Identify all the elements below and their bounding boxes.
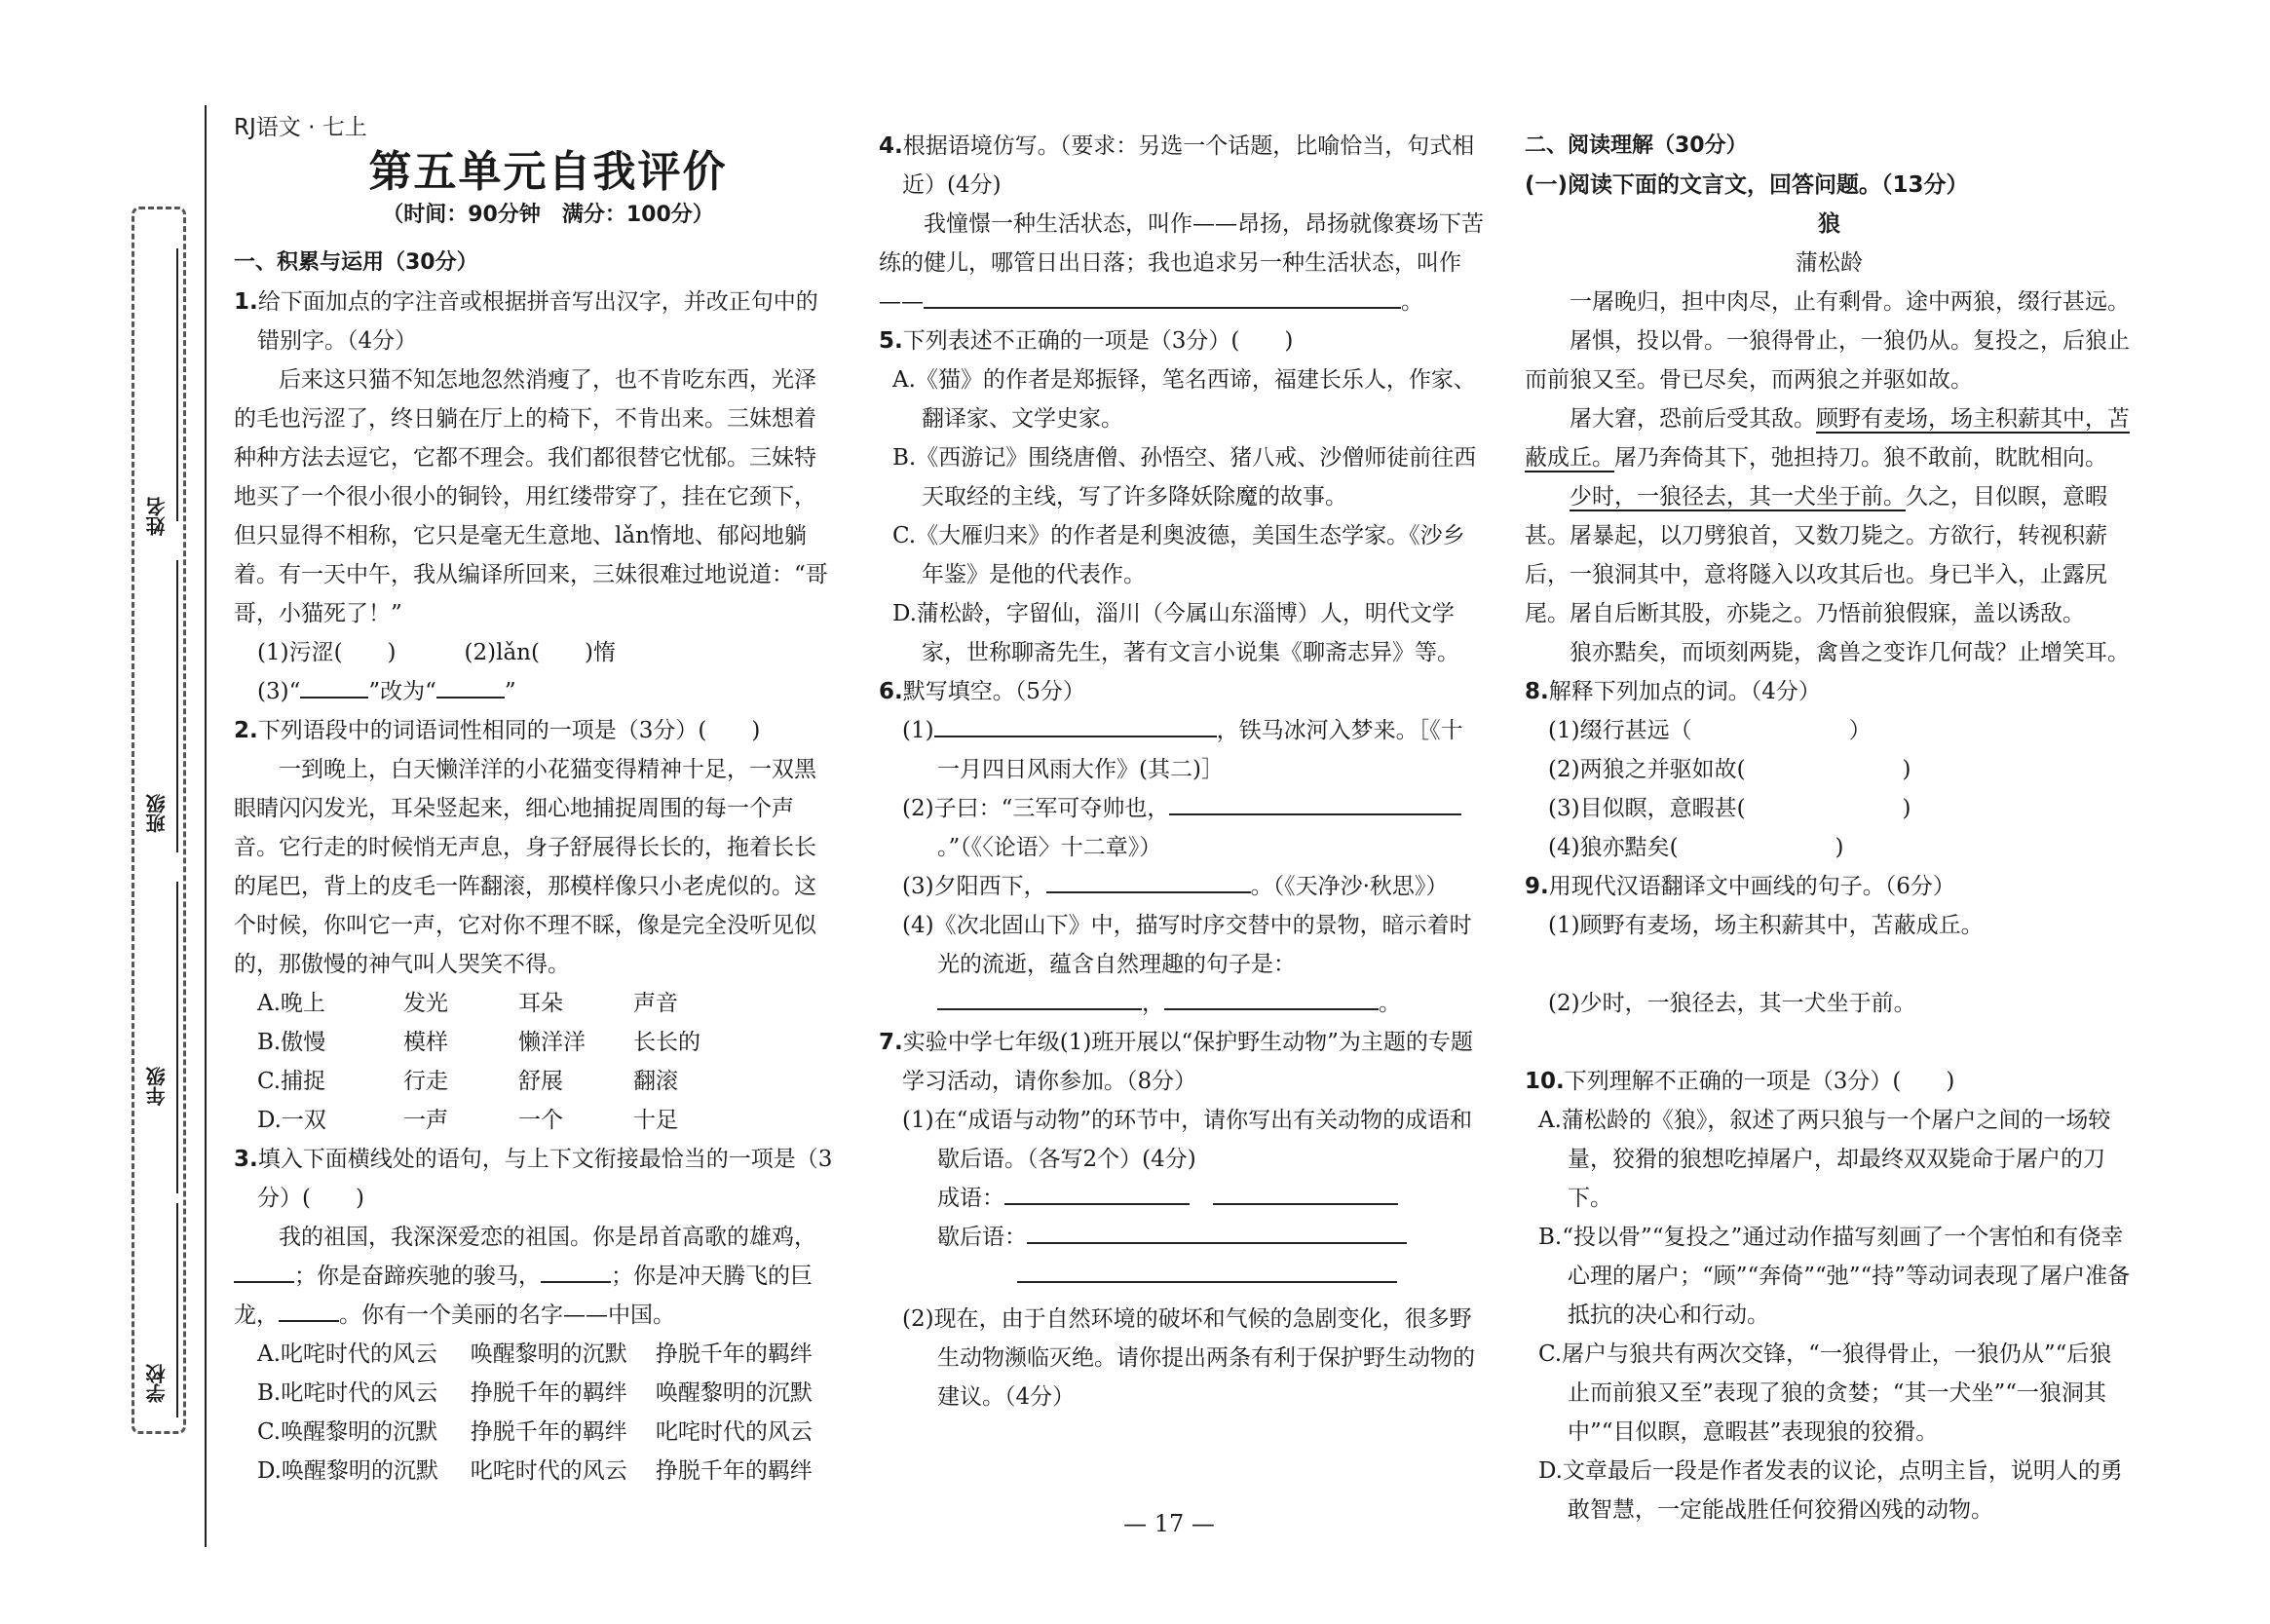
- school-line[interactable]: [176, 1203, 178, 1417]
- q10-options: [1525, 1101, 2134, 1530]
- q3-option-phrase: 挣脱千年的羁绊: [655, 1458, 813, 1484]
- q3-option-phrase: D.唤醒黎明的沉默: [257, 1458, 438, 1484]
- q7-stem: 7.实验中学七年级(1)班开展以“保护野生动物”为主题的专题学习活动，请你参加。（8分）: [879, 1030, 1473, 1094]
- q9-item-1: (1)顾野有麦场，场主积薪其中，苫蔽成丘。: [1548, 913, 1984, 938]
- q2-option-word: 长长的: [633, 1030, 700, 1055]
- q1-stem: 1.给下面加点的字注音或根据拼音写出汉字，并改正句中的错别字。（4分）: [234, 289, 818, 354]
- name-line[interactable]: [176, 248, 178, 521]
- q3-option-phrase: 唤醒黎明的沉默: [470, 1341, 627, 1367]
- text-para-4: 少时，一狼径去，其一犬坐于前。久之，目似瞑，意暇甚。屠暴起，以刀劈狼首，又数刀毙之。方欲行，转视积薪后，一狼洞其中，意将隧入以攻其后也。身已半入，止露尻尾。屠自后断其股，亦毙之。乃悟前狼假寐，盖以诱敌。: [1525, 484, 2107, 626]
- q3-option-row[interactable]: [234, 1413, 838, 1452]
- q4-passage: 我憧憬一种生活状态，叫作——昂扬，昂扬就像赛场下苦练的健儿，哪管日出日落；我也追求另一种生活状态，叫作—— 。: [879, 211, 1484, 315]
- q1-blank-3a[interactable]: [300, 673, 368, 699]
- q9-item-2: (2)少时，一狼径去，其一犬坐于前。: [1548, 991, 1916, 1016]
- q2-passage: 一到晚上，白天懒洋洋的小花猫变得精神十足，一双黑眼睛闪闪发光，耳朵竖起来，细心地捕捉周围的每一个声音。它行走的时候悄无声息，身子舒展得长长的，拖着长长的尾巴，背上的皮毛一阵翻滚，那模样像只小老虎似的。这个时候，你叫它一声，它对你不理不睬，像是完全没听见似的，那傲慢的神气叫人哭笑不得。: [234, 757, 816, 977]
- school-label: 学校: [145, 1364, 169, 1403]
- q6-stem: 6.默写填空。（5分）: [879, 679, 1085, 704]
- q1-blank-2[interactable]: (2)lǎn( )惰: [464, 640, 616, 665]
- q6-blank-1[interactable]: [934, 712, 1217, 737]
- q5-stem: 5.下列表述不正确的一项是（3分）( ): [879, 328, 1294, 354]
- class-label: 班级: [145, 794, 169, 833]
- q10-option[interactable]: B.“投以骨”“复投之”通过动作描写刻画了一个害怕和有侥幸心理的屠户；“顾”“奔倚”“弛”“持”等动词表现了屠户准备抵抗的决心和行动。: [1538, 1225, 2131, 1328]
- q6-item-3: (3)夕阳西下， 。（《天净沙·秋思》）: [879, 867, 1485, 906]
- q6-blank-4a[interactable]: [937, 985, 1142, 1010]
- q2-option-word: A.晚上: [257, 991, 325, 1016]
- q2-option-row[interactable]: [234, 1023, 838, 1062]
- q3-blank-2[interactable]: [541, 1258, 611, 1283]
- q2-option-word: D.一双: [257, 1108, 326, 1133]
- q6-blank-2[interactable]: [1169, 790, 1461, 815]
- q2-option-word: 一声: [403, 1108, 448, 1133]
- q1-blank-3b[interactable]: [436, 673, 505, 699]
- part2-title: 二、阅读理解（30分）: [1525, 133, 1748, 158]
- q5-option[interactable]: A.《猫》的作者是郑振铎，笔名西谛，福建长乐人，作家、翻译家、文学史家。: [892, 367, 1476, 432]
- q3-option-phrase: 叱咤时代的风云: [655, 1419, 813, 1445]
- q3-option-phrase: 叱咤时代的风云: [470, 1458, 627, 1484]
- q3-blank-3[interactable]: [279, 1297, 339, 1322]
- part2-sub1: (一)阅读下面的文言文，回答问题。（13分）: [1525, 172, 1969, 198]
- q3-option-phrase: 挣脱千年的羁绊: [470, 1419, 627, 1445]
- q9-answer-space-1[interactable]: [1525, 945, 2134, 984]
- q2-option-row[interactable]: [234, 1101, 838, 1140]
- q9-answer-space-2[interactable]: [1525, 1023, 2134, 1062]
- q2-option-word: 耳朵: [518, 991, 563, 1016]
- q2-option-row[interactable]: [234, 1062, 838, 1101]
- q8-stem: 8.解释下列加点的词。（4分）: [1525, 679, 1821, 704]
- q6-item-4: (4)《次北固山下》中，描写时序交替中的景物，暗示着时光的流逝，蕴含自然理趣的句子是：， 。: [902, 913, 1472, 1016]
- q2-option-word: B.傲慢: [257, 1030, 326, 1055]
- name-label: 姓名: [145, 497, 169, 536]
- q2-option-word: 模样: [403, 1030, 448, 1055]
- q3-option-phrase: A.叱咤时代的风云: [257, 1341, 437, 1367]
- q10-option[interactable]: A.蒲松龄的《狼》，叙述了两只狼与一个屠户之间的一场较量，狡猾的狼想吃掉屠户，却最终双双毙命于屠户的刀下。: [1538, 1108, 2111, 1211]
- q8-item-2[interactable]: (2)两狼之并驱如故( ): [1548, 757, 1911, 782]
- q6-item-1: (1) ，铁马冰河入梦来。［《十一月四日风雨大作》(其二)］: [879, 711, 1485, 789]
- part1-title: 一、积累与运用（30分）: [234, 250, 478, 275]
- q2-option-word: 发光: [403, 991, 448, 1016]
- q2-option-word: 翻滚: [633, 1069, 678, 1094]
- column-3: [1525, 127, 2134, 1530]
- q10-stem: 10.下列理解不正确的一项是（3分）( ): [1525, 1069, 1955, 1094]
- column-1: [234, 244, 838, 1491]
- q3-option-row[interactable]: [234, 1374, 838, 1413]
- q6-item-2: (2)子曰：“三军可夺帅也，。”（《〈论语〉十二章》）: [879, 789, 1485, 867]
- q2-stem: 2.下列语段中的词语词性相同的一项是（3分）( ): [234, 718, 761, 743]
- q2-option-word: 行走: [403, 1069, 448, 1094]
- page-number: — 17 —: [1123, 1510, 1215, 1537]
- q5-option[interactable]: B.《西游记》围绕唐僧、孙悟空、猪八戒、沙僧师徒前往西天取经的主线，写了许多降妖除魔的故事。: [892, 445, 1477, 510]
- q2-option-word: 一个: [518, 1108, 563, 1133]
- q7-sub-2: (2)现在，由于自然环境的破坏和气候的急剧变化，很多野生动物濒临灭绝。请你提出两条有利于保护野生动物的建议。（4分）: [902, 1306, 1475, 1410]
- q2-option-word: 十足: [633, 1108, 678, 1133]
- q8-item-3[interactable]: (3)目似瞑，意暇甚( ): [1548, 796, 1911, 821]
- q10-option[interactable]: D.文章最后一段是作者发表的议论，点明主旨，说明人的勇敢智慧，一定能战胜任何狡猾凶残的动物。: [1538, 1458, 2123, 1523]
- q2-options: [234, 984, 838, 1140]
- q10-option[interactable]: C.屠户与狼共有两次交锋，“一狼得骨止，一狼仍从”“后狼止而前狼又至”表现了狼的贪婪；“其一犬坐”“一狼洞其中”“目似瞑，意暇甚”表现狼的狡猾。: [1538, 1341, 2112, 1445]
- text-title: 狼: [1818, 211, 1840, 237]
- q5-option[interactable]: D.蒲松龄，字留仙，淄川（今属山东淄博）人，明代文学家，世称聊斋先生，著有文言小说集《聊斋志异》等。: [892, 601, 1459, 665]
- grade-label: 年级: [145, 1067, 169, 1106]
- q4-answer-line[interactable]: [924, 283, 1401, 309]
- q5-option[interactable]: C.《大雁归来》的作者是利奥波德，美国生态学家。《沙乡年鉴》是他的代表作。: [892, 523, 1465, 587]
- q6-blank-3[interactable]: [1046, 868, 1251, 893]
- q7-idiom-row: 成语：: [879, 1179, 1485, 1218]
- q7-xiehouyu-row: 歇后语：: [879, 1218, 1485, 1257]
- q1-blank-1[interactable]: (1)污涩( ): [257, 640, 397, 665]
- text-author: 蒲松龄: [1796, 250, 1863, 276]
- text-para-1: 一屠晚归，担中肉尽，止有剩骨。途中两狼，缀行甚远。: [1570, 289, 2130, 315]
- q5-options: [879, 360, 1485, 672]
- xiehouyu-line-2[interactable]: [1017, 1258, 1397, 1283]
- q3-option-phrase: B.叱咤时代的风云: [257, 1380, 438, 1406]
- q3-blank-1[interactable]: [234, 1258, 294, 1283]
- q3-option-phrase: 挣脱千年的羁绊: [470, 1380, 627, 1406]
- binding-strip: [132, 207, 186, 1434]
- page-title: 第五单元自我评价: [368, 147, 728, 197]
- q1-blank-3: (3)“ ”改为“ ”: [234, 672, 838, 711]
- class-line[interactable]: [176, 560, 178, 852]
- q1-blanks-row: [234, 633, 838, 672]
- q9-stem: 9.用现代汉语翻译文中画线的句子。（6分）: [1525, 874, 1955, 899]
- header-tag: RJ语文 · 七上: [234, 115, 367, 140]
- grade-line[interactable]: [176, 882, 178, 1193]
- q2-option-word: C.捕捉: [257, 1069, 326, 1094]
- q2-option-word: 懒洋洋: [518, 1030, 586, 1055]
- q3-option-phrase: 唤醒黎明的沉默: [655, 1380, 813, 1406]
- q7-sub-1: (1)在“成语与动物”的环节中，请你写出有关动物的成语和歇后语。（各写2个）(4分): [902, 1108, 1473, 1172]
- q7-xiehouyu-row-2: [879, 1257, 1485, 1300]
- q3-passage: 我的祖国，我深深爱恋的祖国。你是昂首高歌的雄鸡，；你是奋蹄疾驰的骏马， ；你是冲天腾飞的巨龙， 。你有一个美丽的名字——中国。: [234, 1225, 816, 1328]
- q1-passage: 后来这只猫不知怎地忽然消瘦了，也不肯吃东西，光泽的毛也污涩了，终日躺在厅上的椅下，不肯出来。三妹想着种种方法去逗它，它都不理会。我们都很替它忧郁。三妹特地买了一个很小很小的铜铃，用红缕带穿了，挂在它颈下，但只显得不相称，它只是毫无生意地、lǎn惰地、郁闷地躺着。有一天中午，我从编译所回来，三妹很难过地说道：“哥哥，小猫死了！”: [234, 367, 828, 626]
- column-2: [879, 127, 1485, 1416]
- page-subtitle: （时间：90分钟 满分：100分）: [382, 203, 714, 227]
- q2-option-word: 舒展: [518, 1069, 563, 1094]
- binding-divider: [205, 105, 207, 1547]
- text-para-2: 屠惧，投以骨。一狼得骨止，一狼仍从。复投之，后狼止而前狼又至。骨已尽矣，而两狼之并驱如故。: [1525, 328, 2130, 393]
- q6-blank-4b[interactable]: [1164, 985, 1379, 1010]
- q2-option-word: 声音: [633, 991, 678, 1016]
- q3-option-row[interactable]: [234, 1335, 838, 1374]
- q3-option-phrase: 挣脱千年的羁绊: [655, 1341, 813, 1367]
- text-para-5: 狼亦黠矣，而顷刻两毙，禽兽之变诈几何哉？止增笑耳。: [1570, 640, 2130, 665]
- q8-item-1[interactable]: (1)缀行甚远（ ）: [1548, 718, 1872, 743]
- q2-option-row[interactable]: [234, 984, 838, 1023]
- q8-item-4[interactable]: (4)狼亦黠矣( ): [1548, 835, 1844, 860]
- xiehouyu-line-1[interactable]: [1027, 1219, 1407, 1244]
- idiom-line-1[interactable]: [1004, 1180, 1190, 1205]
- q3-stem: 3.填入下面横线处的语句，与上下文衔接最恰当的一项是（3分）( ): [234, 1147, 833, 1211]
- idiom-line-2[interactable]: [1213, 1180, 1398, 1205]
- q3-option-row[interactable]: [234, 1452, 838, 1491]
- q3-option-phrase: C.唤醒黎明的沉默: [257, 1419, 438, 1445]
- text-para-3: 屠大窘，恐前后受其敌。顾野有麦场，场主积薪其中，苫蔽成丘。屠乃奔倚其下，弛担持刀。狼不敢前，眈眈相向。: [1525, 406, 2130, 471]
- q4-stem: 4.根据语境仿写。（要求：另选一个话题，比喻恰当，句式相近）(4分): [879, 133, 1475, 198]
- q3-options: [234, 1335, 838, 1491]
